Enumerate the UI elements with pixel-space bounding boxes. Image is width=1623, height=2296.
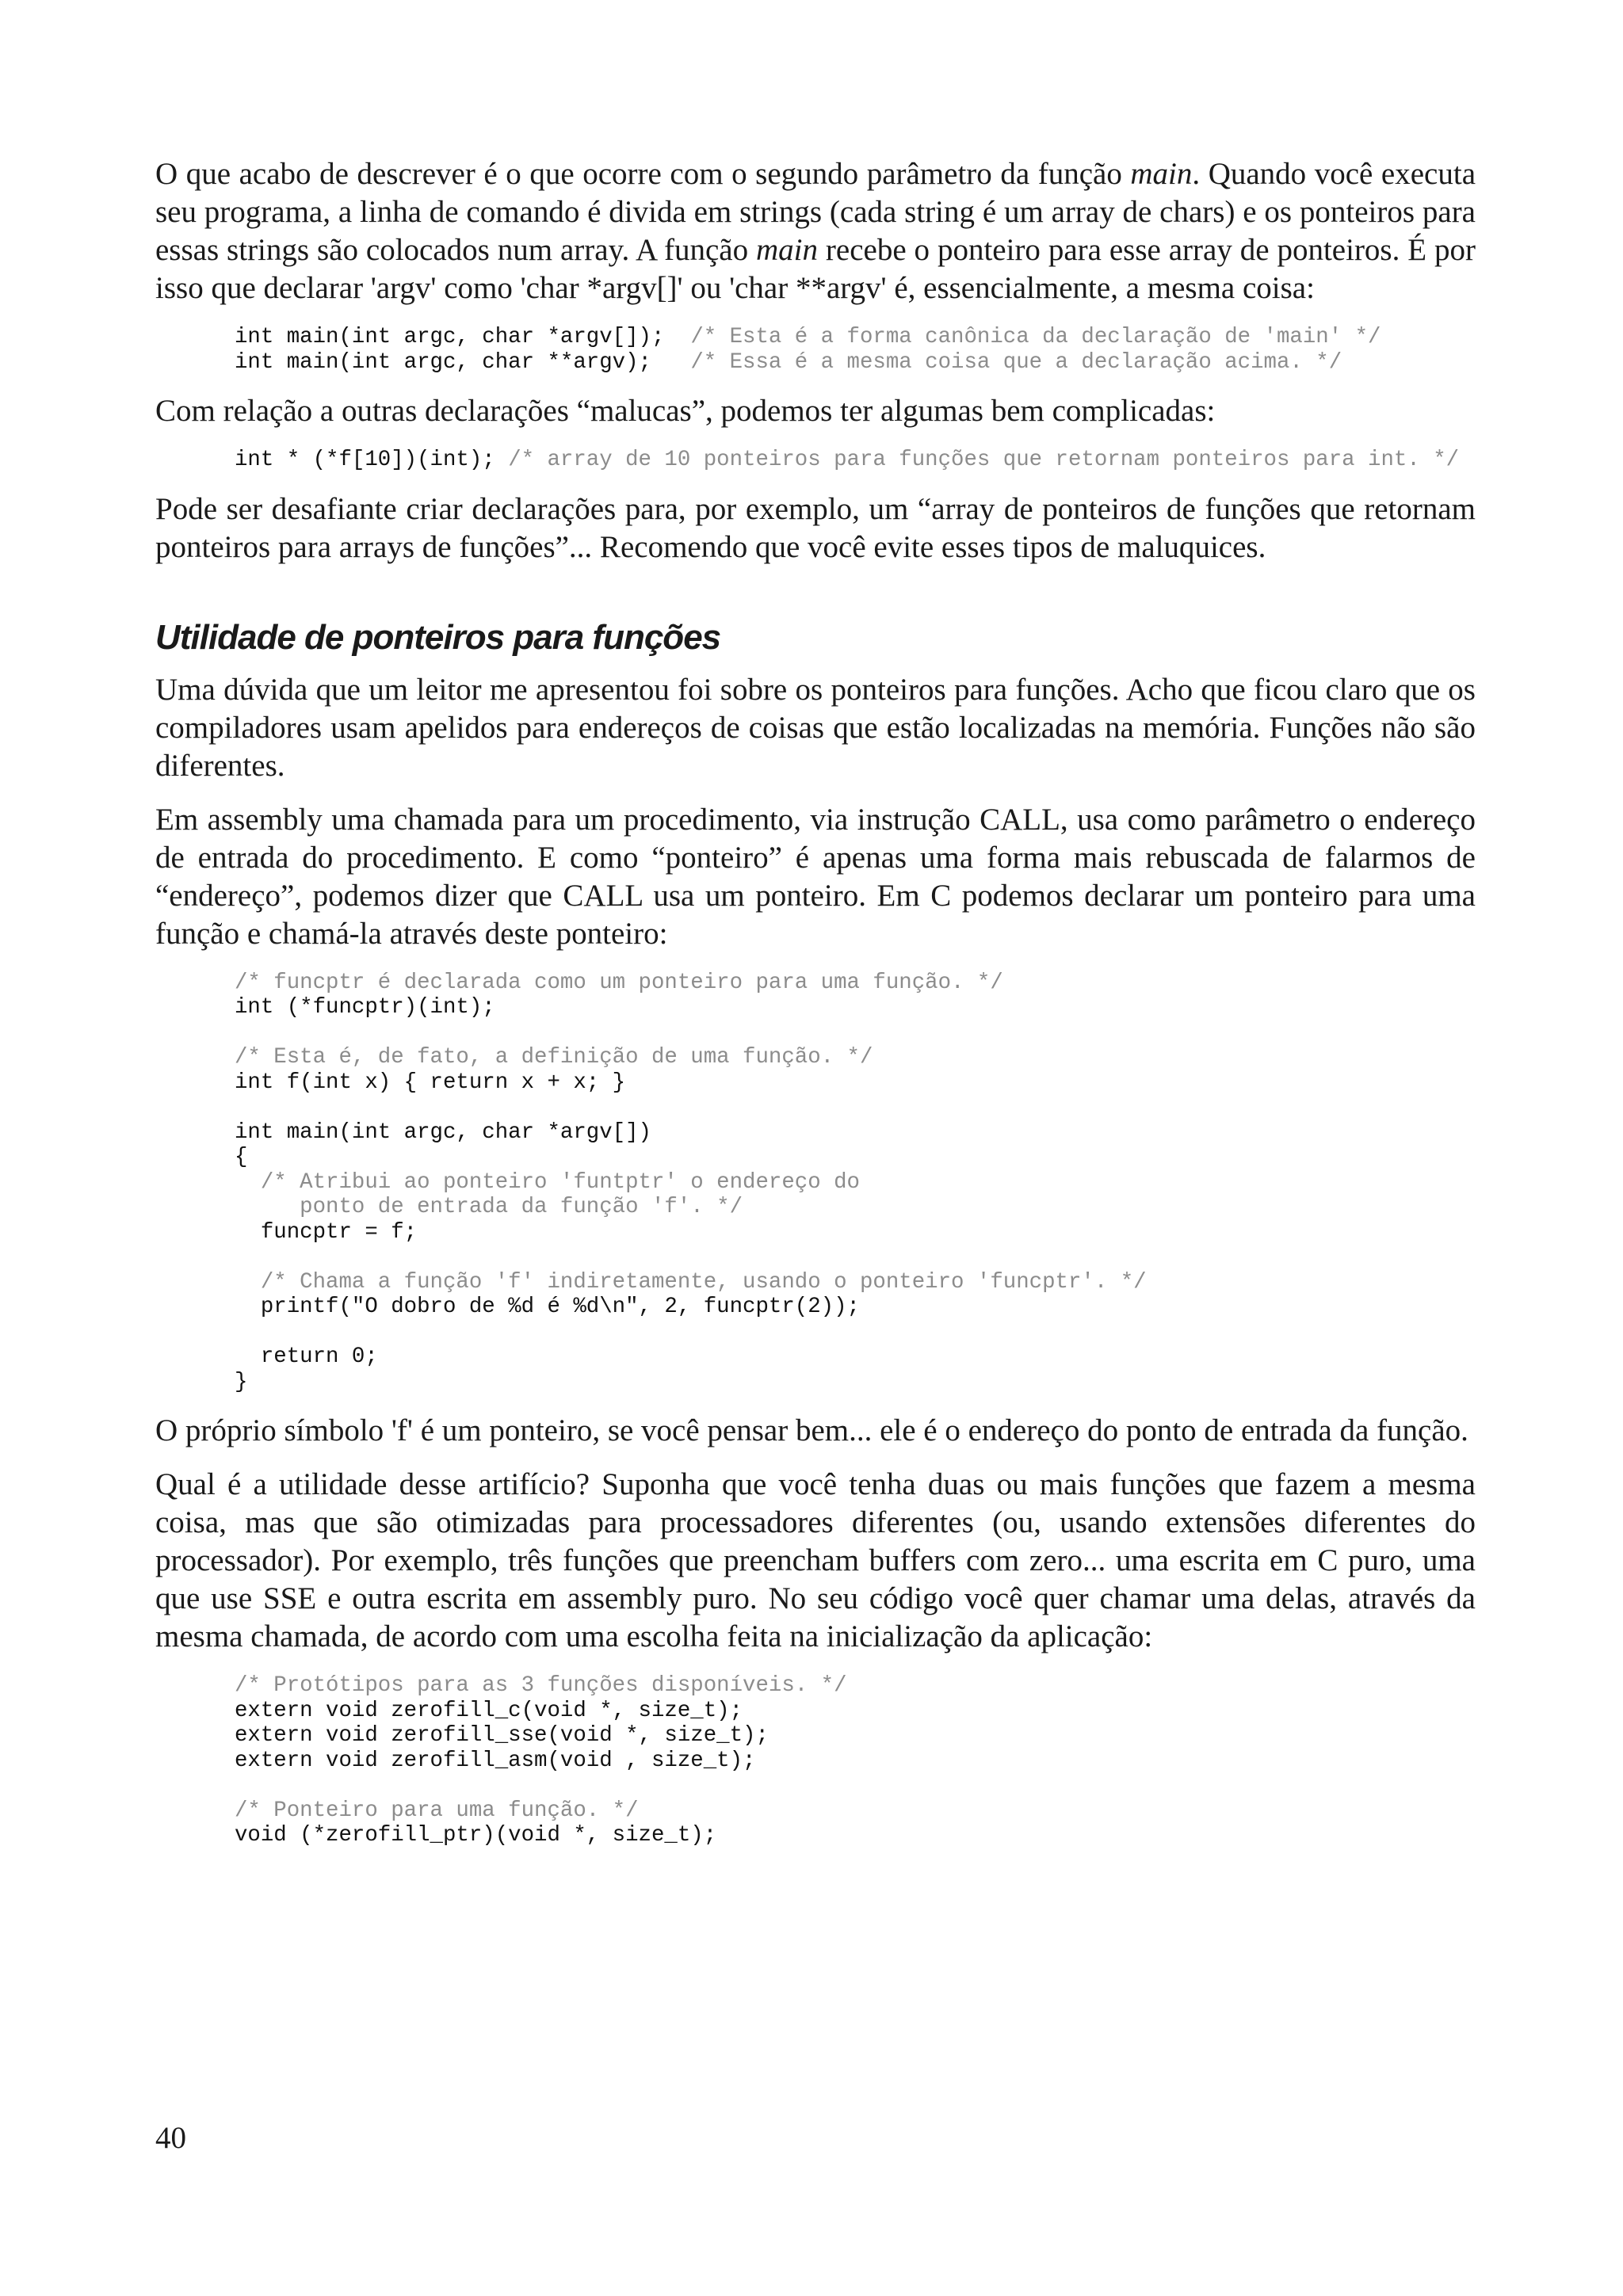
- code-comment: /* Ponteiro para uma função. */: [235, 1798, 639, 1823]
- code-line: [235, 1070, 1476, 1096]
- code-text: int f(int x) { return x + x; }: [235, 1070, 626, 1095]
- code-blank-line: [235, 1773, 1476, 1798]
- code-text: int main(int argc, char **argv);: [235, 349, 691, 375]
- code-line: [235, 1195, 1476, 1220]
- code-line: [235, 325, 1476, 350]
- code-block-main-declarations: [235, 325, 1476, 375]
- code-line: [235, 1344, 1476, 1370]
- intro-emphasis-main-1: main: [1130, 157, 1193, 191]
- code-comment: /* Atribui ao ponteiro 'funtptr' o endereço do: [235, 1169, 860, 1195]
- code-text: {: [235, 1145, 248, 1169]
- code-line: [235, 1723, 1476, 1749]
- code-line: [235, 1270, 1476, 1295]
- code-line: [235, 1673, 1476, 1699]
- code-comment: /* Chama a função 'f' indiretamente, usando o ponteiro 'funcptr'. */: [235, 1269, 1147, 1295]
- code-comment: /* Essa é a mesma coisa que a declaração acima. */: [690, 349, 1342, 375]
- code-text: printf("O dobro de %d é %d\n", 2, funcptr(2));: [235, 1295, 860, 1319]
- code-block-funcptr-example: [235, 971, 1476, 1395]
- intro-emphasis-main-2: main: [756, 233, 818, 267]
- code-line: [235, 971, 1476, 996]
- page-number: 40: [155, 2121, 186, 2155]
- code-line: [235, 350, 1476, 376]
- paragraph-symbol-pointer: O próprio símbolo 'f' é um ponteiro, se você pensar bem... ele é o endereço do ponto de entrada da função.: [155, 1413, 1468, 1447]
- code-comment: /* Protótipos para as 3 funções disponíveis. */: [235, 1673, 847, 1698]
- code-line: [235, 1045, 1476, 1070]
- code-blank-line: [235, 1095, 1476, 1120]
- intro-paragraph: [155, 155, 1476, 307]
- intro-text-2: . Quando você executa seu programa, a linha de comando é divida em strings (cada string é um array de chars) e os ponteiros para essas strings são colocados num array. A função: [155, 157, 1476, 267]
- code-line: [235, 1120, 1476, 1146]
- code-line: [235, 1823, 1476, 1848]
- code-line: [235, 995, 1476, 1020]
- code-line: [235, 1295, 1476, 1320]
- code-text: int main(int argc, char *argv[]): [235, 1119, 651, 1145]
- code-comment: ponto de entrada da função 'f'. */: [235, 1195, 743, 1219]
- code-line: [235, 1699, 1476, 1724]
- code-text: int main(int argc, char *argv[]);: [235, 325, 691, 349]
- code-text: }: [235, 1369, 248, 1394]
- paragraph-reader-question: Uma dúvida que um leitor me apresentou foi sobre os ponteiros para funções. Acho que ficou claro que os compiladores usam apelidos para endereços de coisas que estão localizadas na memória. Funções não são diferentes.: [155, 672, 1476, 783]
- code-comment: /* Esta é a forma canônica da declaração de 'main' */: [690, 325, 1381, 349]
- document-page: [155, 155, 1476, 1866]
- section-heading: Utilidade de ponteiros para funções: [155, 617, 721, 657]
- code-line: [235, 1370, 1476, 1395]
- code-text: funcptr = f;: [235, 1219, 418, 1245]
- code-line: [235, 1220, 1476, 1245]
- code-text: void (*zerofill_ptr)(void *, size_t);: [235, 1823, 717, 1848]
- code-comment: /* array de 10 ponteiros para funções que retornam ponteiros para int. */: [508, 448, 1460, 472]
- code-comment: /* Esta é, de fato, a definição de uma função. */: [235, 1045, 873, 1070]
- code-line: [235, 1145, 1476, 1170]
- code-blank-line: [235, 1020, 1476, 1046]
- paragraph-challenging-declarations: Pode ser desafiante criar declarações para, por exemplo, um “array de ponteiros de funções que retornam ponteiros para arrays de funções”... Recomendo que você evite esses tipos de maluquices.: [155, 491, 1476, 564]
- paragraph-crazy-declarations: Com relação a outras declarações “malucas”, podemos ter algumas bem complicadas:: [155, 394, 1216, 428]
- code-line: [235, 448, 1476, 473]
- code-block-function-pointer-array: [235, 448, 1476, 473]
- code-text: return 0;: [235, 1344, 378, 1369]
- paragraph-assembly-call: Em assembly uma chamada para um procedimento, via instrução CALL, usa como parâmetro o endereço de entrada do procedimento. E como “ponteiro” é apenas uma forma mais rebuscada de falarmos de “endereço”, podemos dizer que CALL usa um ponteiro. Em C podemos declarar um ponteiro para uma função e chamá-la através deste ponteiro:: [155, 802, 1476, 951]
- intro-text-3: recebe o ponteiro para esse array de ponteiros. É por isso que declarar 'argv' como 'char *argv[]' ou 'char **argv' é, essencialmente, a mesma coisa:: [155, 233, 1476, 305]
- paragraph-utility: Qual é a utilidade desse artifício? Suponha que você tenha duas ou mais funções que fazem a mesma coisa, mas que são otimizadas para processadores diferentes (ou, usando extensões diferentes do processador). Por exemplo, três funções que preencham buffers com zero... uma escrita em C puro, uma que use SSE e outra escrita em assembly puro. No seu código você quer chamar uma delas, através da mesma chamada, de acordo com uma escolha feita na inicialização da aplicação:: [155, 1467, 1476, 1653]
- code-text: extern void zerofill_c(void *, size_t);: [235, 1698, 743, 1723]
- intro-text-1: O que acabo de descrever é o que ocorre com o segundo parâmetro da função: [155, 157, 1131, 191]
- code-comment: /* funcptr é declarada como um ponteiro para uma função. */: [235, 970, 1003, 995]
- code-blank-line: [235, 1245, 1476, 1270]
- code-text: extern void zerofill_sse(void *, size_t);: [235, 1723, 769, 1748]
- code-block-zerofill: [235, 1673, 1476, 1848]
- code-text: int * (*f[10])(int);: [235, 448, 509, 472]
- code-line: [235, 1170, 1476, 1196]
- code-line: [235, 1798, 1476, 1824]
- code-text: extern void zerofill_asm(void , size_t);: [235, 1748, 756, 1773]
- code-text: int (*funcptr)(int);: [235, 995, 495, 1020]
- code-blank-line: [235, 1320, 1476, 1345]
- code-line: [235, 1749, 1476, 1774]
